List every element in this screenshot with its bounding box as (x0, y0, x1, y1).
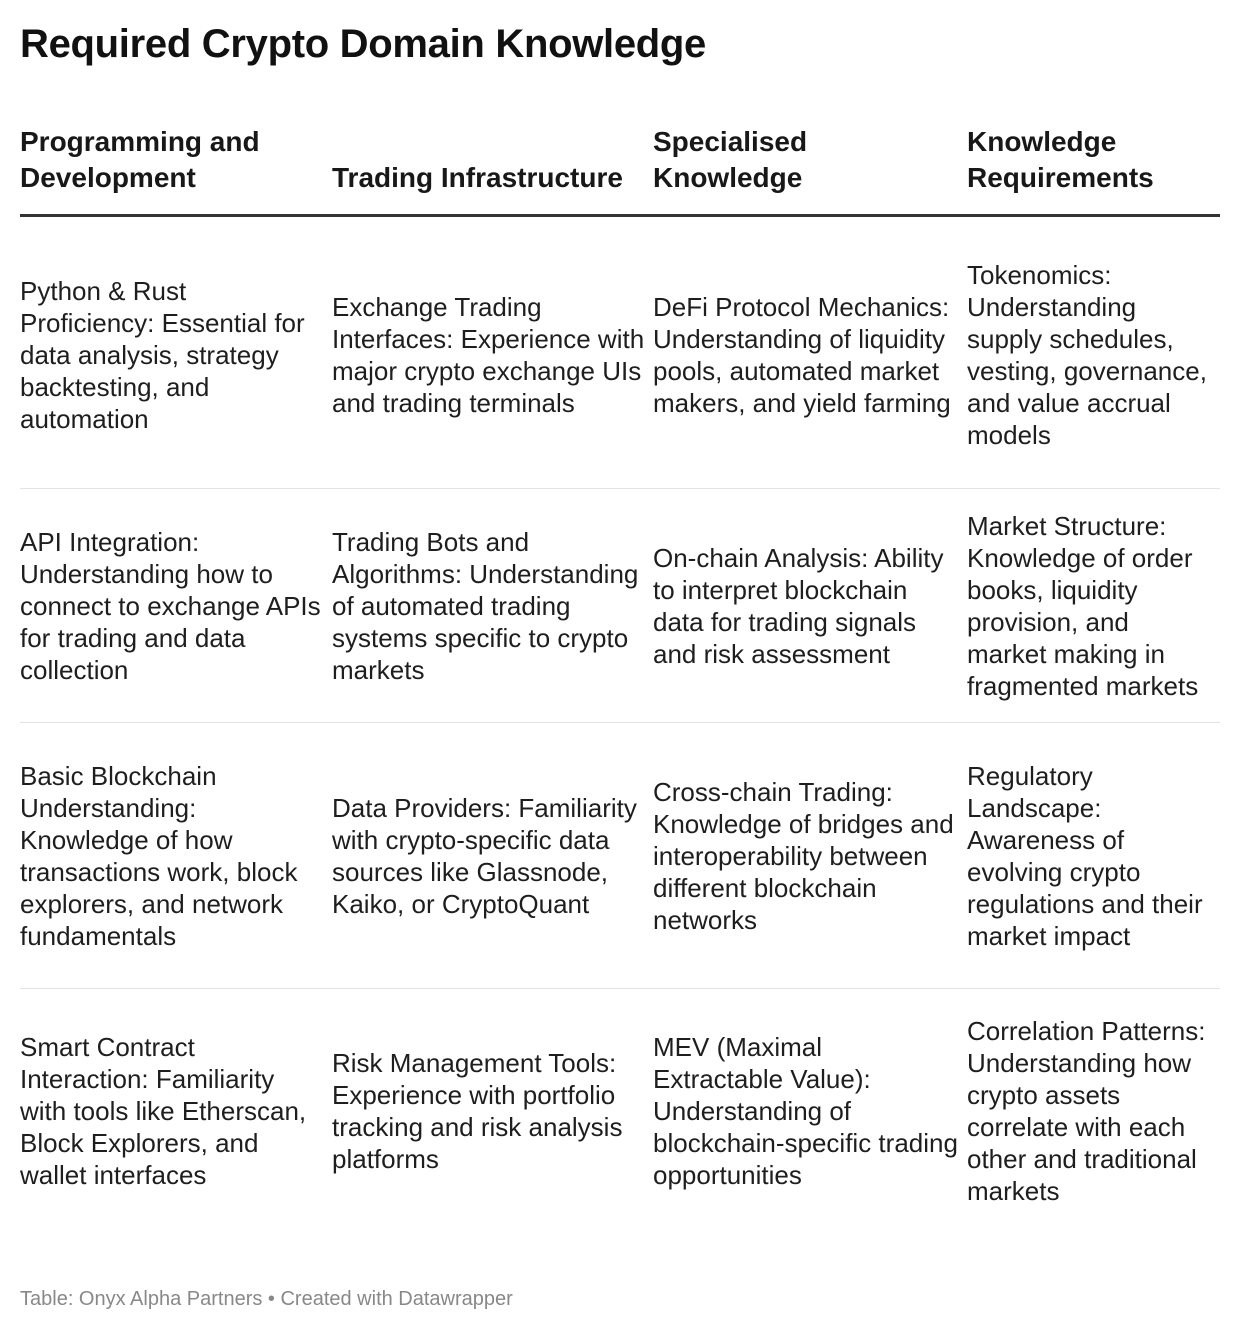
column-header-trading-infrastructure: Trading Infrastructure (332, 118, 653, 216)
table-cell: Exchange Trading Interfaces: Experience with major crypto exchange UIs and trading terminals (332, 216, 653, 489)
table-cell: Tokenomics: Understanding supply schedules, vesting, governance, and value accrual models (967, 216, 1220, 489)
table-cell: Regulatory Landscape: Awareness of evolving crypto regulations and their market impact (967, 723, 1220, 989)
table-cell: MEV (Maximal Extractable Value): Understanding of blockchain-specific trading opportunities (653, 1031, 958, 1190)
column-header-programming: Programming and Development (20, 118, 332, 216)
table-cell: On-chain Analysis: Ability to interpret blockchain data for trading signals and risk assessment (653, 489, 967, 723)
source-footer: Table: Onyx Alpha Partners • Created with Datawrapper (20, 1288, 513, 1310)
knowledge-table (20, 118, 1220, 1232)
table-row (20, 723, 1220, 989)
table-cell: Basic Blockchain Understanding: Knowledge of how transactions work, block explorers, and network fundamentals (20, 723, 332, 989)
table-cell: Market Structure: Knowledge of order books, liquidity provision, and market making in fragmented markets (967, 489, 1220, 723)
table-cell: Trading Bots and Algorithms: Understanding of automated trading systems specific to crypto markets (332, 489, 653, 723)
table-cell: Risk Management Tools: Experience with portfolio tracking and risk analysis platforms (332, 1047, 623, 1174)
table-row (20, 489, 1220, 723)
table-cell: Python & Rust Proficiency: Essential for data analysis, strategy backtesting, and automation (20, 216, 332, 489)
table-row (20, 989, 1220, 1233)
column-header-specialised-knowledge: Specialised Knowledge (653, 118, 967, 216)
table-cell: Smart Contract Interaction: Familiarity with tools like Etherscan, Block Explorers, and wallet interfaces (20, 1031, 307, 1190)
table-cell: Data Providers: Familiarity with crypto-specific data sources like Glassnode, Kaiko, or CryptoQuant (332, 723, 653, 989)
column-header-knowledge-requirements: Knowledge Requirements (967, 118, 1220, 216)
page-title: Required Crypto Domain Knowledge (20, 22, 707, 66)
table-row (20, 216, 1220, 489)
table-cell: Correlation Patterns: Understanding how crypto assets correlate with each other and traditional markets (967, 1015, 1206, 1206)
table-cell: DeFi Protocol Mechanics: Understanding of liquidity pools, automated market makers, and yield farming (653, 216, 967, 489)
table-cell: API Integration: Understanding how to connect to exchange APIs for trading and data collection (20, 489, 332, 723)
table-header-row (20, 118, 1220, 216)
table-cell: Cross-chain Trading: Knowledge of bridges and interoperability between different blockchain networks (653, 723, 967, 989)
